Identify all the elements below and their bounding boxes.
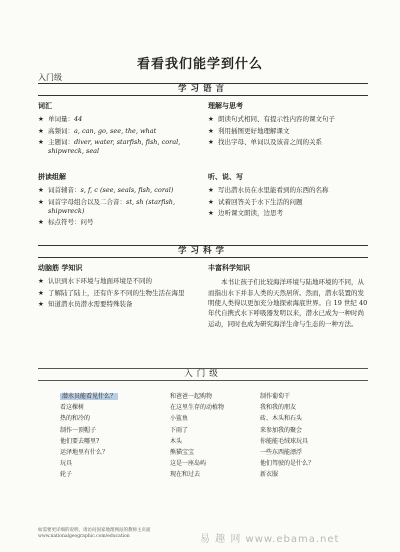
list-item[interactable]: 下雨了	[170, 426, 189, 434]
star-icon: ★	[38, 277, 44, 286]
star-icon: ★	[38, 197, 44, 206]
list-item[interactable]: 熊猫宝宝	[170, 449, 195, 457]
star-icon: ★	[208, 186, 214, 195]
list-item[interactable]: 他们驾驶的是什么？	[260, 460, 315, 468]
titles-col-2	[170, 391, 224, 481]
vocab-item: ★ 主题词：diver, water, starfish, fish, coral, shipwreck, seal	[38, 137, 181, 156]
list-item[interactable]: 小鲨鱼	[170, 415, 189, 423]
list-item[interactable]: 新衣服	[260, 471, 279, 479]
list-item[interactable]: 这是一座岛屿	[170, 460, 207, 468]
vocab-item: ★ 单词量：44	[38, 115, 83, 124]
star-icon: ★	[38, 218, 44, 227]
band-beginner-titles: 入门级	[38, 368, 368, 381]
list-item[interactable]: 玩具	[60, 460, 73, 468]
list-item[interactable]: 热的和冷的	[60, 415, 91, 423]
footer-note	[38, 528, 151, 541]
band-learn-language: 学习语言	[38, 83, 368, 96]
phonics-block	[38, 172, 198, 230]
listen-item: ★ 试着回答关于水下生活的问题	[208, 197, 303, 206]
listen-heading: 听、说、写	[208, 173, 243, 181]
star-icon: ★	[38, 115, 44, 124]
star-icon: ★	[38, 288, 44, 297]
listen-item: ★ 写出潜水员在水里能看到的东西的名称	[208, 186, 329, 195]
skills-item: ★ 认识到水下环境与地面环境是不同的	[38, 277, 152, 286]
skills-item: ★ 了解陆了陆上，还有许多不同的生物生活在海里	[38, 288, 185, 297]
level-label: 入门级	[38, 73, 62, 82]
knowledge-paragraph: 本书让孩子们比较海洋环境与陆地环境的不同，从而指出水下并非人类的天然居所。然而，潜水装置的发明使人类得以更加充分地探索海底世界。自 19 世纪 40 年代自携式水下呼吸器发明以来，潜水已成为一种时尚运动，同时也成为研究海洋生命与生态的一种方法。	[208, 278, 368, 328]
thinking-item: ★ 找出字母、单词以及该音之间的关系	[208, 137, 322, 146]
list-item[interactable]: 制作葡萄干	[260, 393, 291, 400]
list-item[interactable]: 你能能毛绒球玩具	[260, 437, 309, 445]
list-item[interactable]: 和爸爸一起购物	[170, 393, 213, 400]
phonics-item: ★ 词首辅音：s, f, c (see, seals, fish, coral)	[38, 186, 174, 195]
listen-block	[208, 172, 368, 220]
star-icon: ★	[208, 208, 214, 217]
list-item[interactable]: 制作一顶帽子	[60, 426, 97, 434]
list-item[interactable]: 轮子	[60, 471, 73, 479]
star-icon: ★	[38, 186, 44, 195]
listen-item: ★ 边听课文朗读，边思考	[208, 208, 283, 217]
band-learn-science: 学习科学	[38, 245, 368, 258]
star-icon: ★	[208, 137, 214, 146]
list-item[interactable]: 现在和过去	[170, 471, 201, 479]
phonics-item: ★ 标点符号：问号	[38, 218, 94, 227]
list-item[interactable]: 潜水员能看见什么？	[62, 393, 117, 400]
vocab-item: ★ 高频词：a, can, go, see, the, what	[38, 126, 157, 135]
list-item[interactable]: 砖、木头和石头	[260, 415, 303, 423]
list-item[interactable]: 他们要去哪里?	[60, 437, 100, 445]
list-item[interactable]: 在这里生存的动植物	[170, 404, 225, 412]
list-item[interactable]: 运泽地里有什么？	[60, 449, 109, 457]
list-item[interactable]: 看这棵树	[60, 404, 85, 412]
list-item[interactable]: 来参加我的聚会	[260, 426, 303, 434]
page-title: 看看我们能学到什么	[136, 57, 263, 72]
list-item[interactable]: 一些东西能漂浮	[260, 449, 303, 457]
footer-url[interactable]: www.nationalgeographic.com/education	[38, 534, 130, 540]
vocab-block	[38, 101, 198, 159]
star-icon: ★	[208, 126, 214, 135]
thinking-item: ★ 朗读句式相同、有提示性内容的课文句子	[208, 115, 335, 124]
star-icon: ★	[38, 137, 44, 146]
phonics-item: ★ 词首字母组合以及二合音：st, sh (starfish, shipwreck)	[38, 197, 176, 215]
watermark: 易 趣 网 www.ebama.net	[200, 534, 340, 545]
thinking-item: ★ 利用插图更好地理解课文	[208, 126, 290, 135]
star-icon: ★	[38, 299, 44, 308]
vocab-heading: 词汇	[38, 102, 52, 110]
titles-col-3	[260, 391, 314, 481]
thinking-heading: 理解与思考	[208, 102, 243, 110]
list-item[interactable]: 木头	[170, 437, 183, 445]
star-icon: ★	[208, 197, 214, 206]
star-icon: ★	[208, 115, 214, 124]
knowledge-heading: 丰富科学知识	[208, 264, 250, 272]
skills-item: ★ 知道潜水员潜水需要特殊装备	[38, 299, 133, 308]
titles-col-1	[60, 391, 118, 481]
list-item[interactable]: 我和我的朋友	[260, 404, 297, 412]
thinking-block	[208, 101, 368, 149]
skills-block	[38, 263, 198, 311]
skills-heading: 动脑筋 学知识	[38, 264, 83, 272]
star-icon: ★	[38, 126, 44, 135]
footer-line: 如需要更详细的说明，请访问国家地理网站的教师主页面	[38, 528, 151, 533]
knowledge-block	[208, 263, 368, 329]
phonics-heading: 拼读组解	[38, 173, 66, 181]
